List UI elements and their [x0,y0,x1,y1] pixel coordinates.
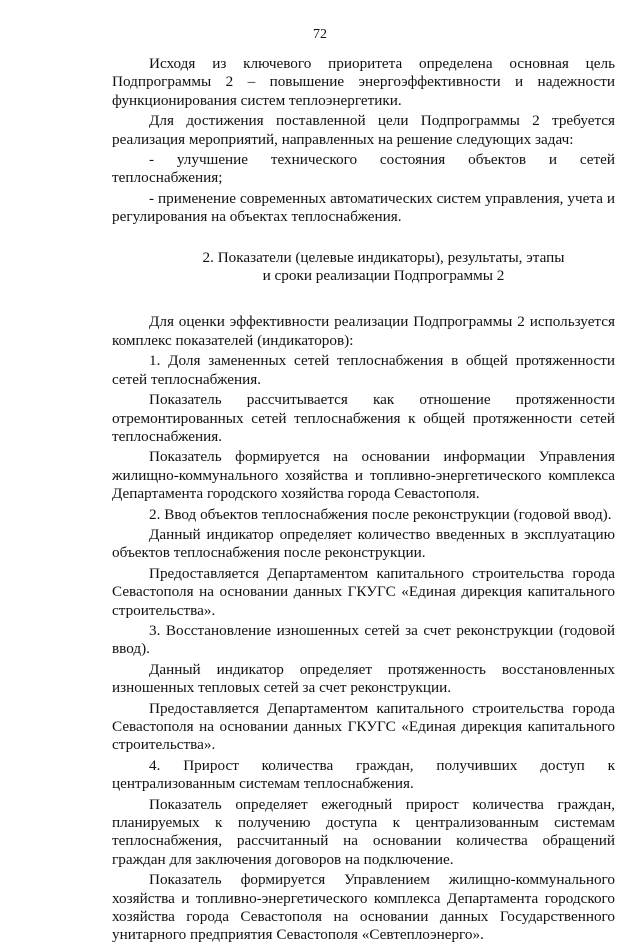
indicator-title: 4. Прирост количества граждан, получивших доступ к централизованным системам теплоснабжения. [112,756,615,793]
paragraph: Предоставляется Департаментом капитального строительства города Севастополя на основании данных ГКУГС «Единая дирекция капитального строительства». [112,564,615,619]
indicator-title: 3. Восстановление изношенных сетей за счет реконструкции (годовой ввод). [112,621,615,658]
section-heading-line: и сроки реализации Подпрограммы 2 [262,267,505,285]
paragraph: Исходя из ключевого приоритета определена основная цель Подпрограммы 2 – повышение энергоэффективности и надежности функционирования систем теплоэнергетики. [112,55,615,109]
task-list-item: - применение современных автоматических систем управления, учета и регулирования на объектах теплоснабжения. [112,189,615,226]
paragraph: Данный индикатор определяет протяженность восстановленных изношенных тепловых сетей за счет реконструкции. [112,660,615,697]
paragraph: Для достижения поставленной цели Подпрограммы 2 требуется реализация мероприятий, направленных на решение следующих задач: [112,112,615,148]
document-body [112,55,615,947]
paragraph: Предоставляется Департаментом капитального строительства города Севастополя на основании данных ГКУГС «Единая дирекция капитального строительства». [112,699,615,754]
indicator-title: 1. Доля замененных сетей теплоснабжения в общей протяженности сетей теплоснабжения. [112,352,615,388]
indicator-title: 2. Ввод объектов теплоснабжения после реконструкции (годовой ввод). [149,505,612,523]
paragraph: Показатель определяет ежегодный прирост количества граждан, планируемых к получению доступа к централизованным системам теплоснабжения, рассчитанный на основании количества обращений граждан для заключения договоров на подключение. [112,795,615,868]
paragraph: Показатель формируется на основании информации Управления жилищно-коммунального хозяйства и топливно-энергетического комплекса Департамента городского хозяйства города Севастополя. [112,448,615,503]
paragraph: Показатель рассчитывается как отношение протяженности отремонтированных сетей теплоснабжения к общей протяженности сетей теплоснабжения. [112,391,615,445]
section-heading-line: 2. Показатели (целевые индикаторы), результаты, этапы [202,248,565,266]
page-number: 72 [313,27,327,42]
task-list-item: - улучшение технического состояния объектов и сетей теплоснабжения; [112,151,615,187]
paragraph: Данный индикатор определяет количество введенных в эксплуатацию объектов теплоснабжения после реконструкции. [112,525,615,562]
section-heading [112,249,615,286]
paragraph: Показатель формируется Управлением жилищно-коммунального хозяйства и топливно-энергетического комплекса Департамента городского хозяйства города Севастополя на основании данных Государственного унитарного предприятия Севастополя «Севтеплоэнерго». [112,871,615,944]
paragraph: Для оценки эффективности реализации Подпрограммы 2 используется комплекс показателей (индикаторов): [112,313,615,349]
